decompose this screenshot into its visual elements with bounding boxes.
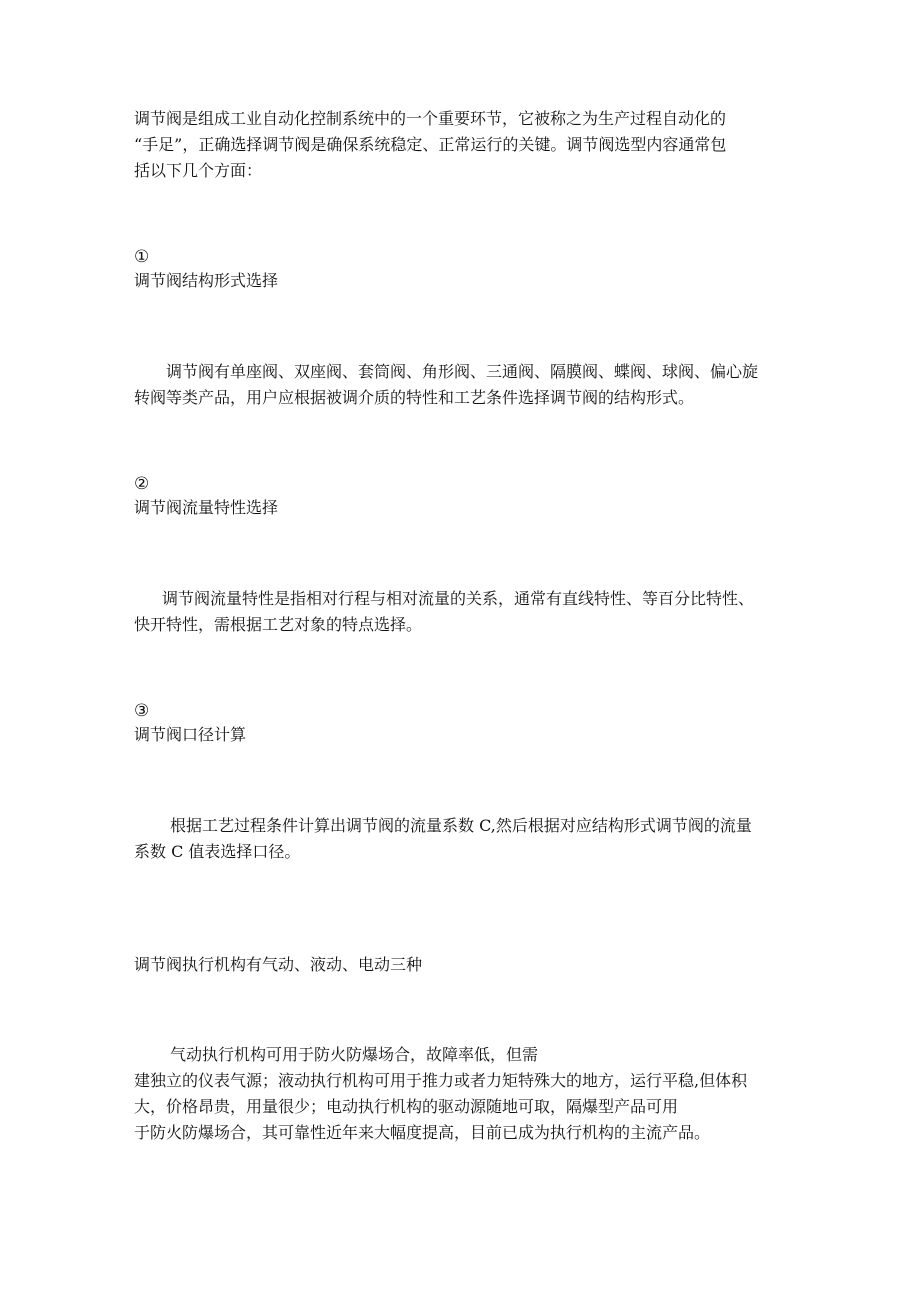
section-heading-1 [134, 246, 794, 294]
section-heading-2 [134, 473, 794, 521]
section-body-line: 根据工艺过程条件计算出调节阀的流量系数 C,然后根据对应结构形式调节阀的流量 [170, 816, 752, 835]
section-title: 调节阀结构形式选择 [134, 271, 279, 290]
intro-line: 括以下几个方面： [134, 161, 263, 180]
section-number: ③ [134, 701, 150, 721]
section-body-line: 系数 C 值表选择口径。 [134, 842, 301, 861]
section-heading-3 [134, 700, 794, 748]
section-body-1 [134, 359, 794, 411]
intro-line: “手足”，正确选择调节阀是确保系统稳定、正常运行的关键。调节阀选型内容通常包 [134, 135, 727, 154]
actuator-line: 气动执行机构可用于防火防爆场合，故障率低，但需 [170, 1045, 539, 1064]
section-body-2 [134, 586, 794, 638]
actuator-line: 于防火防爆场合，其可靠性近年来大幅度提高，目前已成为执行机构的主流产品。 [134, 1123, 711, 1142]
section-title: 调节阀口径计算 [134, 725, 247, 744]
actuator-line: 大，价格昂贵，用量很少；电动执行机构的驱动源随地可取，隔爆型产品可用 [134, 1097, 679, 1116]
section-number: ① [134, 247, 150, 267]
section-body-line: 调节阀流量特性是指相对行程与相对流量的关系，通常有直线特性、等百分比特性、 [162, 589, 755, 608]
section-body-3 [134, 813, 794, 865]
section-title: 调节阀流量特性选择 [134, 498, 279, 517]
actuator-heading [134, 952, 794, 978]
intro-line: 调节阀是组成工业自动化控制系统中的一个重要环节，它被称之为生产过程自动化的 [134, 109, 727, 128]
intro-paragraph [134, 106, 794, 184]
section-body-line: 调节阀有单座阀、双座阀、套筒阀、角形阀、三通阀、隔膜阀、蝶阀、球阀、偏心旋 [166, 362, 759, 381]
section-number: ② [134, 474, 150, 494]
section-body-line: 快开特性，需根据工艺对象的特点选择。 [134, 615, 423, 634]
actuator-paragraph [134, 1042, 794, 1146]
actuator-line: 建独立的仪表气源；液动执行机构可用于推力或者力矩特殊大的地方，运行平稳,但体积 [134, 1071, 748, 1090]
actuator-title: 调节阀执行机构有气动、液动、电动三种 [134, 955, 423, 974]
section-body-line: 转阀等类产品，用户应根据被调介质的特性和工艺条件选择调节阀的结构形式。 [134, 388, 695, 407]
